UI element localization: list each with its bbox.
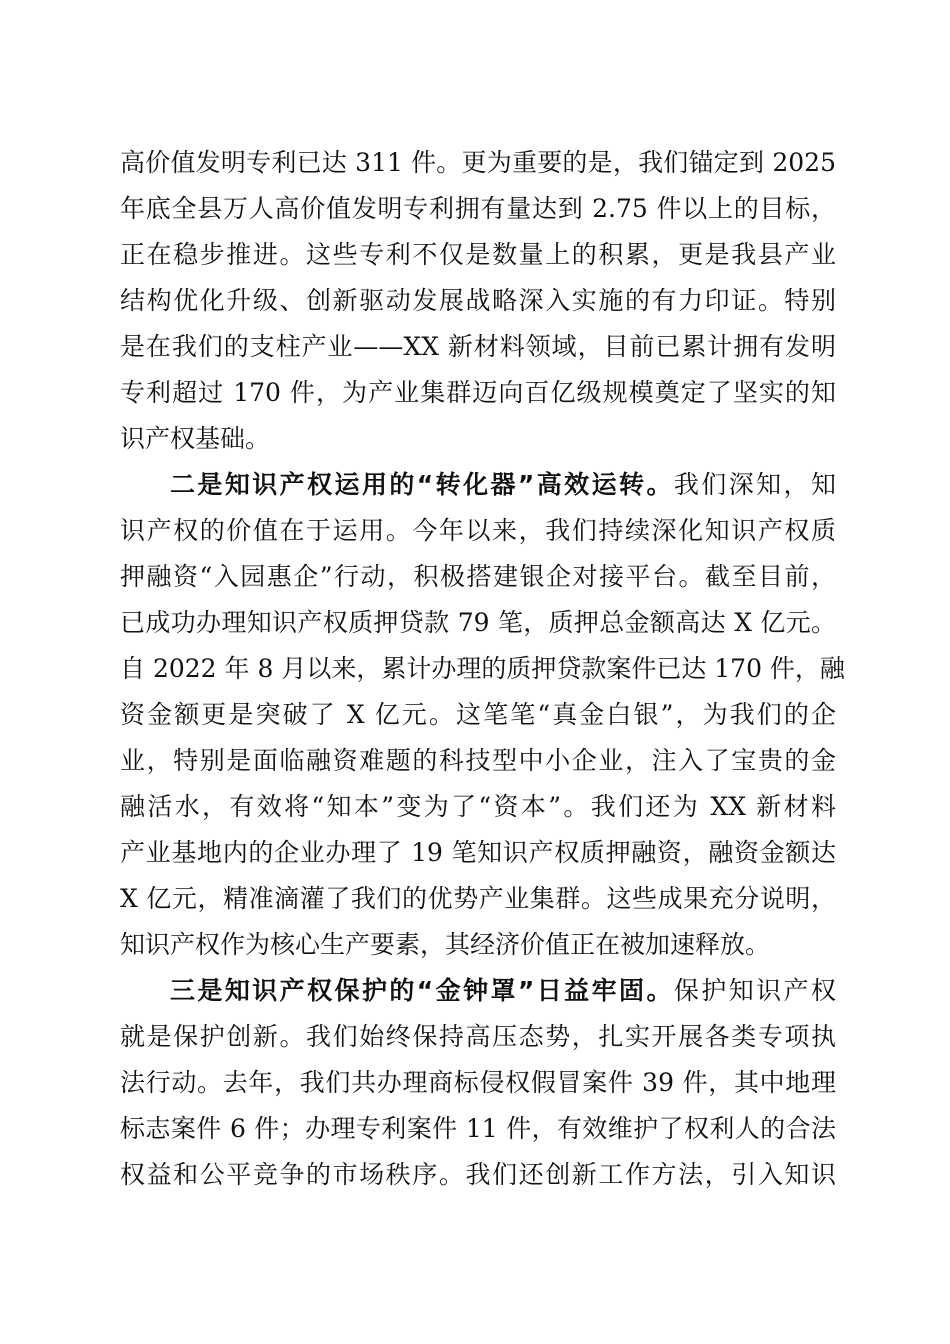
text-line: 知识产权作为核心生产要素，其经济价值正在被加速释放。 bbox=[120, 930, 771, 959]
text-line: 正在稳步推进。这些专利不仅是数量上的积累，更是我县产业 bbox=[120, 240, 836, 269]
paragraph-heading: 三是知识产权保护的“金钟罩”日益牢固。 bbox=[170, 976, 674, 1005]
heading-continuation: 保护知识产权 bbox=[673, 976, 836, 1005]
text-line: 结构优化升级、创新驱动发展战略深入实施的有力印证。特别 bbox=[120, 286, 836, 315]
paragraph-heading: 二是知识产权运用的“转化器”高效运转。 bbox=[170, 470, 674, 499]
heading-continuation: 我们深知，知 bbox=[673, 470, 836, 499]
paragraph-1 bbox=[120, 140, 836, 462]
text-line: 权益和公平竞争的市场秩序。我们还创新工作方法，引入知识 bbox=[120, 1160, 836, 1189]
text-line: 识产权的价值在于运用。今年以来，我们持续深化知识产权质 bbox=[120, 516, 836, 545]
text-line: 产业基地内的企业办理了 19 笔知识产权质押融资，融资金额达 bbox=[120, 838, 836, 867]
text-line: 法行动。去年，我们共办理商标侵权假冒案件 39 件，其中地理 bbox=[120, 1068, 836, 1097]
paragraph-3 bbox=[120, 968, 836, 1198]
text-line: 业，特别是面临融资难题的科技型中小企业，注入了宝贵的金 bbox=[120, 746, 836, 775]
text-line: 标志案件 6 件；办理专利案件 11 件，有效维护了权利人的合法 bbox=[120, 1114, 836, 1143]
text-line: 专利超过 170 件，为产业集群迈向百亿级规模奠定了坚实的知 bbox=[120, 378, 836, 407]
text-line: 高价值发明专利已达 311 件。更为重要的是，我们锚定到 2025 bbox=[120, 148, 836, 177]
text-line: 自 2022 年 8 月以来，累计办理的质押贷款案件已达 170 件，融 bbox=[120, 654, 845, 683]
text-line: X 亿元，精准滴灌了我们的优势产业集群。这些成果充分说明， bbox=[120, 884, 836, 913]
text-line: 是在我们的支柱产业——XX 新材料领域，目前已累计拥有发明 bbox=[120, 332, 836, 361]
text-line: 资金额更是突破了 X 亿元。这笔笔“真金白银”，为我们的企 bbox=[120, 700, 836, 729]
text-line: 就是保护创新。我们始终保持高压态势，扎实开展各类专项执 bbox=[120, 1022, 836, 1051]
text-line: 押融资“入园惠企”行动，积极搭建银企对接平台。截至目前， bbox=[120, 562, 836, 591]
paragraph-first-line bbox=[120, 968, 836, 1014]
document-body bbox=[120, 140, 845, 1198]
text-line: 融活水，有效将“知本”变为了“资本”。我们还为 XX 新材料 bbox=[120, 792, 836, 821]
text-line: 年底全县万人高价值发明专利拥有量达到 2.75 件以上的目标， bbox=[120, 194, 836, 223]
text-line: 已成功办理知识产权质押贷款 79 笔，质押总金额高达 X 亿元。 bbox=[120, 608, 836, 637]
paragraph-2 bbox=[120, 462, 845, 968]
text-line: 识产权基础。 bbox=[120, 424, 271, 453]
paragraph-first-line bbox=[120, 462, 836, 508]
